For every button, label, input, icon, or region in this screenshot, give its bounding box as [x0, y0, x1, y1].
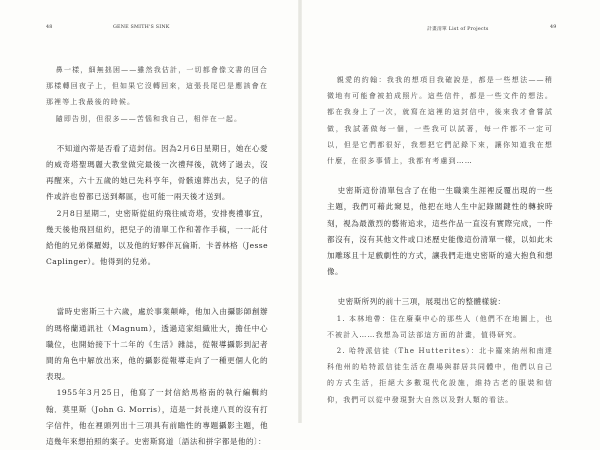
letter-quote: 鼻一樣，細無拙困——雖然我估計，一切都會像文書的回合那樣轉回夜子上，但如果它沒轉回來，這張長尾巴是應該會在那裡等上我最後的時候。: [46, 66, 268, 107]
body-paragraph: 史密斯這份清單包含了在他一生職業生涯裡反覆出現的一些主題，我們可藉此窺見，他把在地人生中記錄關鍵性的轉捩時刻，視為最激烈的藝術追求，這些作品一直沒有實際完成，一件都沒有，沒有其他文件或口述歷史能像這份清單一樣，以如此未加雕琢且十足戲劇性的方式，讓我們走進史密斯的遠大抱負和想像。: [327, 186, 553, 277]
right-page-number: 49: [550, 25, 557, 30]
right-page-body: [327, 72, 553, 408]
right-running-title: 計畫清單 List of Projects: [427, 27, 489, 32]
body-paragraph: 當時史密斯三十六歲，處於事業顛峰，他加入由攝影師創辦的瑪格蘭通訊社（Magnum），透過這家組織壯大，擔任中心職位，也開始接下十二年的《生活》雜誌，從報導攝影到記者間的角色中解放出來，他的攝影從報導走向了一種更個人化的表現。: [46, 307, 268, 382]
left-page-body: [46, 62, 268, 450]
body-paragraph: 1955年3月25日，他寫了一封信給馬格南的執行編輯約翰．莫里斯（John G. Morris），這是一封長達八頁的沒有打字信件，他在裡頭列出十三項具有前瞻性的專題攝影主題，他這幾年來想拍照的案子。史密斯寫道〔語法和拼字都是他的〕：: [46, 388, 268, 447]
left-page-number: 48: [46, 25, 53, 30]
list-item-quote: 1. 本林地帶：住在廢棄中心的那些人（他們不在地圖上，也不被計入……我想為司法部這方面的計畫，值得研究。: [327, 314, 553, 339]
left-running-title: GENE SMITH'S SINK: [113, 25, 170, 30]
left-page: [0, 0, 300, 447]
body-paragraph: 史密斯所列的前十三項，展現出它的整體樣貌：: [337, 297, 506, 307]
body-paragraph: 不知道內蒂是否看了這封信。因為2月6日星期日，她在心愛的威奇塔聖瑪麗大教堂做完最後一次禮拜後，就烤了過去，沒再醒來，六十五歲的她已先科亨年，骨骸遠葬出去，兒子的信件或許也曾都已送到鄰區，也可能一兩天後才送到。: [46, 143, 268, 202]
body-paragraph: 2月8日星期二，史密斯從紐約飛往威奇塔，安排喪禮事宜，幾天後他飛回紐約，把兒子的清單工作和著作手稿，一一託付給他的兄弟傑羅姆，以及他的好夥伴瓦倫斯．卡普林格（Jesse Caplinger）。他得到的兒弟。: [46, 208, 268, 267]
list-item-quote: 2. 哈特派信徒（The Hutterites）：北卡羅來納州和南達科他州的哈特派信徒生活在農場與群居共同體中，他們以自己的方式生活，拒絕大多數現代化設施，維持古老的服裝和信仰，我們可以從中發現對大自然以及對人類的看法。: [327, 347, 553, 404]
letter-quote-closing: 隨即告別，但很多——苦惱和我自己，相伴在一起。: [55, 114, 243, 123]
letter-quote: 親愛的約翰：我我的想項目我確說是，都是一些想法——稍微地有可能會被拍成照片。這些信件，都是一些文件的想法。都在我身上了一次，就寫在這裡的這封信中，後來我才會嘗試做，我試著做每一個，一些我可以試著，每一件都不一定可以，但是它們都很好，我想把它們記錄下來，讓你知道我在想什麼，在很多事情上，我都有考慮到……: [327, 76, 553, 166]
right-page: [300, 0, 600, 423]
